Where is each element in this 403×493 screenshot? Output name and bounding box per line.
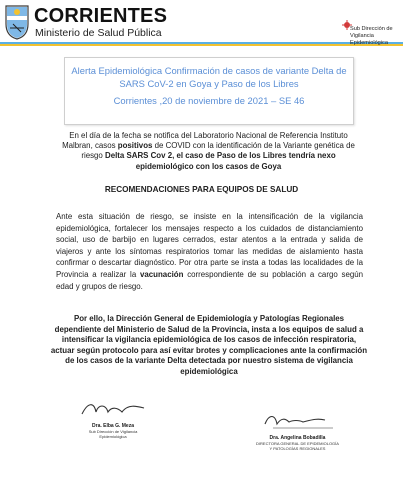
province-shield-icon	[4, 2, 30, 40]
signature-left	[78, 400, 148, 439]
alert-date: Corrientes ,20 de noviembre de 2021 – SE 46	[113, 95, 305, 106]
signature-right	[255, 410, 340, 451]
department-label: Sub Dirección de Vigilancia Epidemiológica	[350, 26, 393, 46]
signer-left-role: Sub Dirección de Vigilancia Epidemiológica	[88, 429, 138, 439]
province-name: CORRIENTES	[34, 5, 168, 27]
signer-right-role-1: DIRECTORA GENERAL DE EPIDEMIOLOGÍA	[256, 441, 339, 446]
signer-right-role-2: Y PATOLOGÍAS REGIONALES	[269, 446, 326, 451]
signer-left-name: Dra. Elba G. Meza	[92, 423, 134, 429]
alert-title-box	[64, 57, 354, 125]
header-stripe	[0, 42, 403, 46]
body-paragraph: Ante esta situación de riesgo, se insiste en la intensificación de la vigilancia epidemiológica, fortalecer los mensajes respecto a los cuidados de distanciamiento social, uso de barbijo en lugares cerrados, estar atentos a la entrada y salida de viajeros y ante los síntomas respiratorios tomar las medidas de aislamiento hasta confirmar o descartar diagnóstico. Por otra parte se insta a todas las localidades de la Provincia a realizar la vacunación correspondiente de su población a cargo según edad y grupos de riesgo.	[56, 212, 364, 291]
intro-paragraph: En el día de la fecha se notifica del Laboratorio Nacional de Referencia Instituto Malbran, casos positivos de COVID con la identificación de la Variante genética de riesgo Delta SARS Cov 2, el caso de Paso de los Libres tendría nexo epidemiológico con los casos de Goya	[62, 131, 355, 171]
signer-right-name: Dra. Angelina Bobadilla	[269, 435, 326, 441]
recommendations-heading: RECOMENDACIONES PARA EQUIPOS DE SALUD	[104, 185, 299, 194]
document-header	[0, 0, 403, 52]
alert-title-line-1: Alerta Epidemiológica Confirmación de casos de variante Delta de	[71, 65, 347, 76]
closing-paragraph: Por ello, la Dirección General de Epidemiología y Patologías Regionales dependiente del Ministerio de Salud de la Provincia, insta a los equipos de salud a intensificar la vigilancia epidemiológica de los casos de infección respiratoria, actuar según protocolo para así evitar brotes y complicaciones ante la confirmación de los casos de la variante Delta detectada por nuestro sistema de vigilancia epidemiológica	[50, 314, 368, 376]
handwritten-signature-icon	[255, 410, 340, 430]
ministry-name: Ministerio de Salud Pública	[35, 27, 162, 39]
alert-title-line-2: SARS CoV-2 en Goya y Paso de los Libres	[119, 78, 299, 89]
handwritten-signature-icon	[78, 400, 148, 418]
